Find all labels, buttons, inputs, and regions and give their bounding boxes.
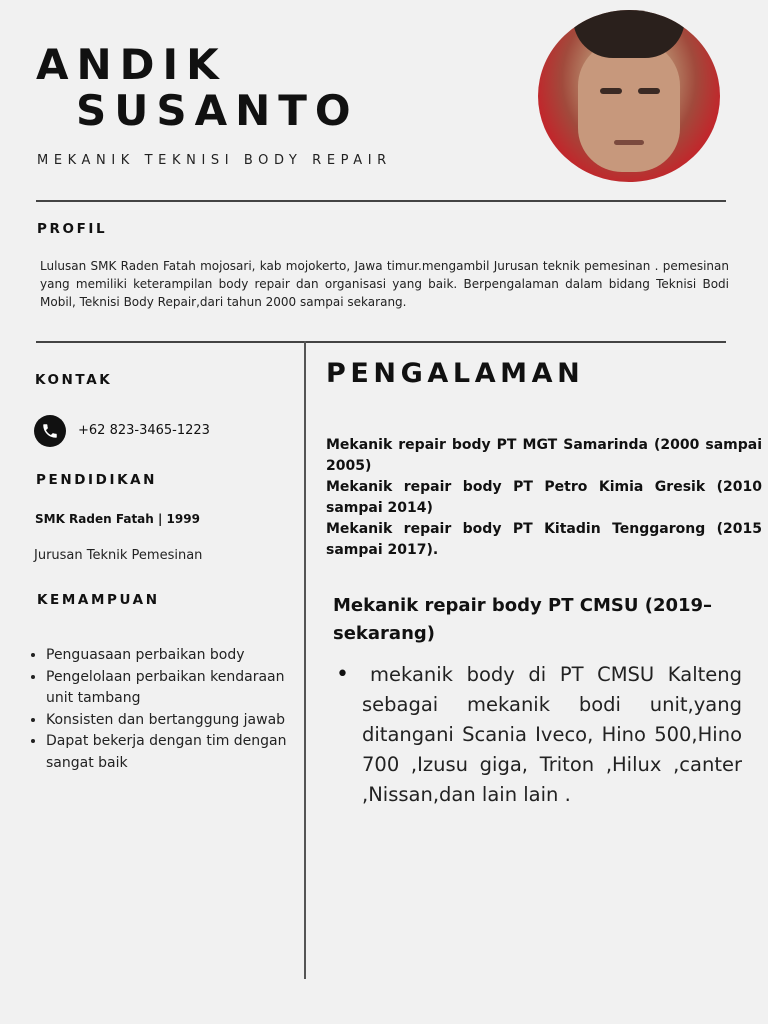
education-major: Jurusan Teknik Pemesinan xyxy=(34,548,203,563)
profile-heading: PROFIL xyxy=(37,221,108,237)
experience-entry: Mekanik repair body PT Kitadin Tenggarong (2015 sampai 2017). xyxy=(326,521,762,558)
experience-entry: Mekanik repair body PT MGT Samarinda (2000 sampai 2005) xyxy=(326,437,762,474)
photo-mouth xyxy=(614,140,644,145)
bullet-icon: • xyxy=(336,662,349,687)
photo-face xyxy=(578,40,680,172)
divider-middle xyxy=(36,341,726,343)
experience-entry: Mekanik repair body PT Petro Kimia Gresik (2010 sampai 2014) xyxy=(326,479,762,516)
name-last-line: SUSANTO xyxy=(76,86,359,135)
skill-item: • Pengelolaan perbaikan kendaraan unit tambang xyxy=(46,667,308,710)
divider-top xyxy=(36,200,726,202)
phone-number: +62 823-3465-1223 xyxy=(78,423,210,438)
name-first-line: ANDIK xyxy=(36,40,227,89)
experience-heading: PENGALAMAN xyxy=(326,358,585,389)
skill-item: • Penguasaan perbaikan body xyxy=(46,645,308,667)
photo-eye-right xyxy=(638,88,660,94)
education-school: SMK Raden Fatah | 1999 xyxy=(35,512,200,526)
experience-list xyxy=(326,435,762,561)
job-title: MEKANIK TEKNISI BODY REPAIR xyxy=(37,153,392,168)
phone-icon xyxy=(34,415,66,447)
current-job-heading: Mekanik repair body PT CMSU (2019–sekarang) xyxy=(333,595,713,644)
education-heading: PENDIDIKAN xyxy=(36,472,158,488)
skills-list xyxy=(26,645,308,774)
profile-photo xyxy=(538,10,720,182)
skill-item: • Dapat bekerja dengan tim dengan sangat baik xyxy=(46,731,308,774)
photo-hair xyxy=(573,10,685,58)
photo-eye-left xyxy=(600,88,622,94)
contact-heading: KONTAK xyxy=(35,372,113,388)
current-job-text: mekanik body di PT CMSU Kalteng sebagai mekanik bodi unit,yang ditangani Scania Iveco, Hino 500,Hino 700 ,Izusu giga, Triton ,Hilux ,canter ,Nissan,dan lain lain . xyxy=(362,663,742,806)
skills-heading: KEMAMPUAN xyxy=(37,592,160,608)
profile-text: Lulusan SMK Raden Fatah mojosari, kab mojokerto, Jawa timur.mengambil Jurusan teknik pemesinan . pemesinan yang memiliki keterampilan body repair dan organisasi yang baik. Berpengalaman dalam bidang Teknisi Bodi Mobil, Teknisi Body Repair,dari tahun 2000 sampai sekarang. xyxy=(40,259,729,309)
skill-item: • Konsisten dan bertanggung jawab xyxy=(46,710,308,732)
